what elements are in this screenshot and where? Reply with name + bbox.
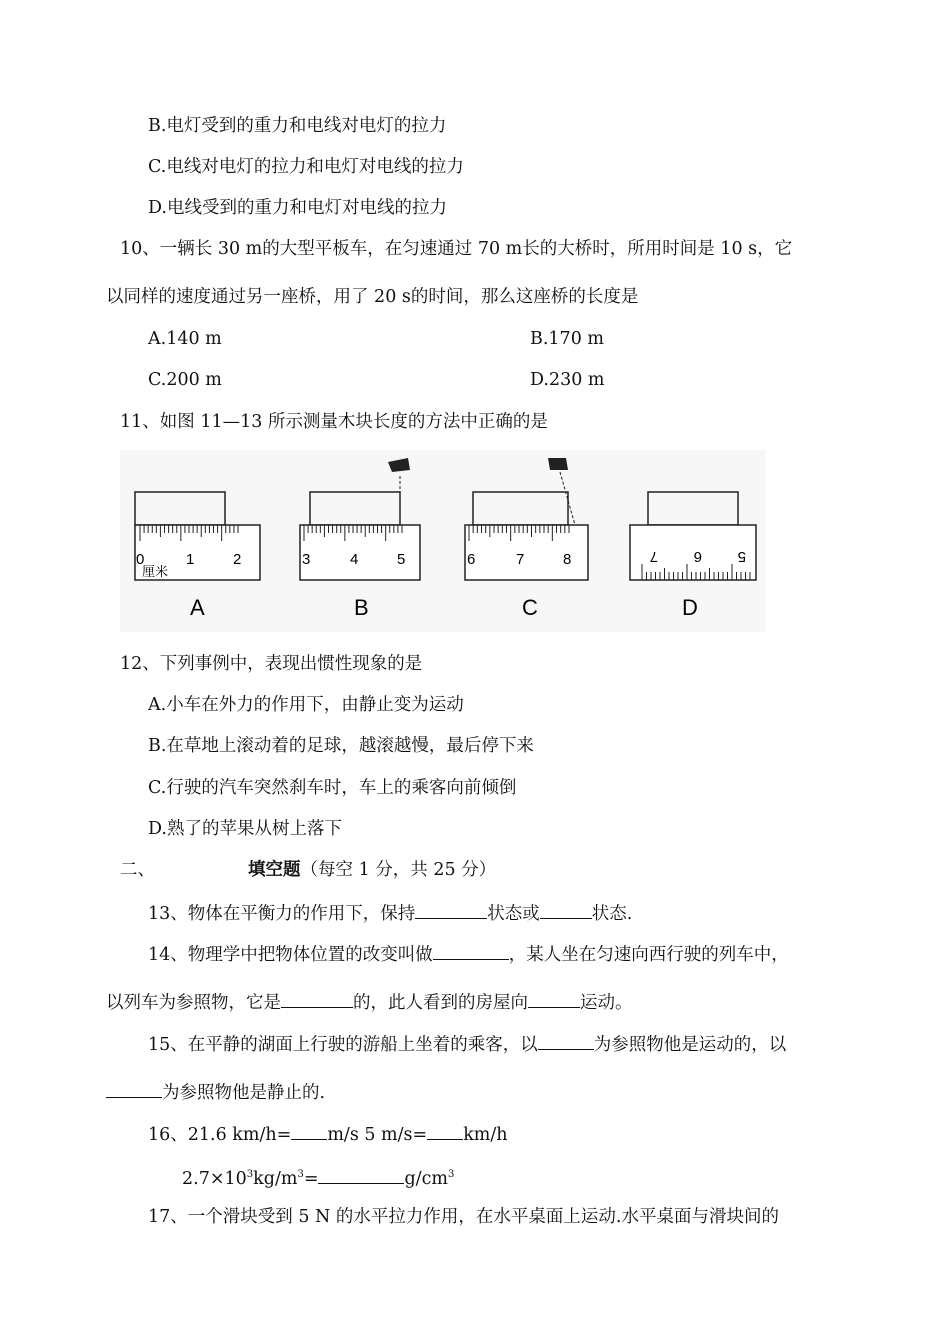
q16-text-2: m/s 5 m/s= xyxy=(327,1125,428,1145)
q15-blank-2[interactable] xyxy=(106,1079,162,1098)
section-note: （每空 1 分，共 25 分） xyxy=(300,860,497,880)
q10-stem-line1: 10、一辆长 30 m的大型平板车，在匀速通过 70 m长的大桥时，所用时间是 10 s，它 xyxy=(120,239,793,259)
q16-exp-2: 3 xyxy=(297,1169,304,1180)
q16-blank-1[interactable] xyxy=(291,1121,327,1140)
ruler-panel-c xyxy=(465,458,588,620)
ruler-d xyxy=(630,525,756,580)
ruler-d-tick-label-7: 7 xyxy=(649,548,658,565)
q16-blank-2[interactable] xyxy=(427,1121,463,1140)
q16-text-1: 16、21.6 km/h= xyxy=(148,1125,292,1145)
q14-line2 xyxy=(106,989,633,1015)
q13-blank-2[interactable] xyxy=(540,900,592,919)
eye-icon-b xyxy=(388,458,410,472)
ruler-panel-d xyxy=(630,492,756,620)
q11-stem: 11、如图 11—13 所示测量木块长度的方法中正确的是 xyxy=(120,412,548,432)
q10-option-d: D.230 m xyxy=(530,370,605,390)
q10-option-a: A.140 m xyxy=(148,329,222,349)
eye-icon-c xyxy=(548,458,568,470)
ruler-panel-b xyxy=(300,458,420,620)
ruler-b-tick-label-3: 3 xyxy=(302,551,311,568)
q13-blank-1[interactable] xyxy=(415,900,487,919)
q10-option-c: C.200 m xyxy=(148,370,222,390)
ruler-d-tick-label-5: 5 xyxy=(737,548,746,565)
q14-text-3: 以列车为参照物，它是 xyxy=(106,993,281,1013)
q13-text-3: 状态. xyxy=(591,904,633,924)
q16-text-4a: 2.7×10 xyxy=(182,1168,247,1189)
ruler-panel-a xyxy=(135,492,260,620)
section-header xyxy=(248,858,496,882)
q14-text-2: ，某人坐在匀速向西行驶的列车中， xyxy=(508,945,789,965)
ruler-c-label: C xyxy=(522,595,538,620)
q14-blank-2[interactable] xyxy=(281,989,353,1008)
block-d xyxy=(648,492,738,525)
ruler-b-tick-label-4: 4 xyxy=(350,551,359,568)
ruler-d-label: D xyxy=(682,595,698,620)
q13 xyxy=(148,900,632,926)
block-a xyxy=(135,492,225,525)
ruler-c-tick-label-7: 7 xyxy=(516,551,525,568)
q15-blank-1[interactable] xyxy=(538,1031,594,1050)
section-title: 填空题 xyxy=(248,860,301,880)
ruler-b-tick-label-5: 5 xyxy=(397,551,406,568)
ruler-a-tick-label-1: 1 xyxy=(186,551,195,568)
q16-text-4c: = xyxy=(303,1168,319,1189)
ruler-figure-svg xyxy=(120,450,766,632)
ruler-b-label: B xyxy=(354,595,369,620)
q16-exp-3: 3 xyxy=(447,1169,455,1180)
q16-text-4b: kg/m xyxy=(253,1168,298,1189)
q12-option-c: C.行驶的汽车突然刹车时，车上的乘客向前倾倒 xyxy=(148,778,517,798)
q9-option-c: C.电线对电灯的拉力和电灯对电线的拉力 xyxy=(148,157,464,177)
q13-text-1: 13、物体在平衡力的作用下，保持 xyxy=(148,904,416,924)
q14-text-4: 的，此人看到的房屋向 xyxy=(353,993,528,1013)
ruler-c-tick-label-6: 6 xyxy=(467,551,476,568)
q16-line1 xyxy=(148,1121,508,1147)
q14-blank-3[interactable] xyxy=(528,989,580,1008)
q14-line1 xyxy=(148,941,789,967)
ruler-a-unit: 厘米 xyxy=(142,565,169,580)
q15-text-2: 为参照物他是运动的，以 xyxy=(593,1035,787,1055)
q12-stem: 12、下列事例中，表现出惯性现象的是 xyxy=(120,654,423,674)
q10-stem-line2: 以同样的速度通过另一座桥，用了 20 s的时间，那么这座桥的长度是 xyxy=(106,287,639,307)
q13-text-2: 状态或 xyxy=(487,904,540,924)
q15-line2 xyxy=(106,1079,325,1105)
ruler-d-tick-label-6: 6 xyxy=(693,548,702,565)
q9-option-d: D.电线受到的重力和电灯对电线的拉力 xyxy=(148,198,447,218)
ruler-a-tick-label-2: 2 xyxy=(233,551,242,568)
q10-option-b: B.170 m xyxy=(530,329,604,349)
q12-option-d: D.熟了的苹果从树上落下 xyxy=(148,819,342,839)
q16-exp-1: 3 xyxy=(246,1169,254,1180)
ruler-figure xyxy=(120,450,766,632)
q15-line1 xyxy=(148,1031,786,1057)
section-number: 二、 xyxy=(120,860,155,880)
block-c xyxy=(473,492,568,525)
ruler-c-tick-label-8: 8 xyxy=(563,551,572,568)
q14-blank-1[interactable] xyxy=(433,941,509,960)
q14-text-1: 14、物理学中把物体位置的改变叫做 xyxy=(148,945,433,965)
q16-line2 xyxy=(182,1163,454,1191)
q9-option-b: B.电灯受到的重力和电线对电灯的拉力 xyxy=(148,116,447,136)
q15-text-3: 为参照物他是静止的. xyxy=(162,1083,326,1103)
q12-option-a: A.小车在外力的作用下，由静止变为运动 xyxy=(148,695,464,715)
ruler-a-tick-label-0: 0 xyxy=(136,551,145,568)
q15-text-1: 15、在平静的湖面上行驶的游船上坐着的乘客，以 xyxy=(148,1035,538,1055)
q14-text-5: 运动。 xyxy=(580,993,633,1013)
block-b xyxy=(310,492,400,525)
q12-option-b: B.在草地上滚动着的足球，越滚越慢，最后停下来 xyxy=(148,736,534,756)
q16-text-3: km/h xyxy=(463,1125,508,1145)
q16-text-5: g/cm xyxy=(404,1168,448,1189)
q16-blank-3[interactable] xyxy=(318,1165,404,1184)
ruler-a-label: A xyxy=(190,595,205,620)
q17-line1: 17、一个滑块受到 5 N 的水平拉力作用，在水平桌面上运动.水平桌面与滑块间的 xyxy=(148,1207,779,1227)
